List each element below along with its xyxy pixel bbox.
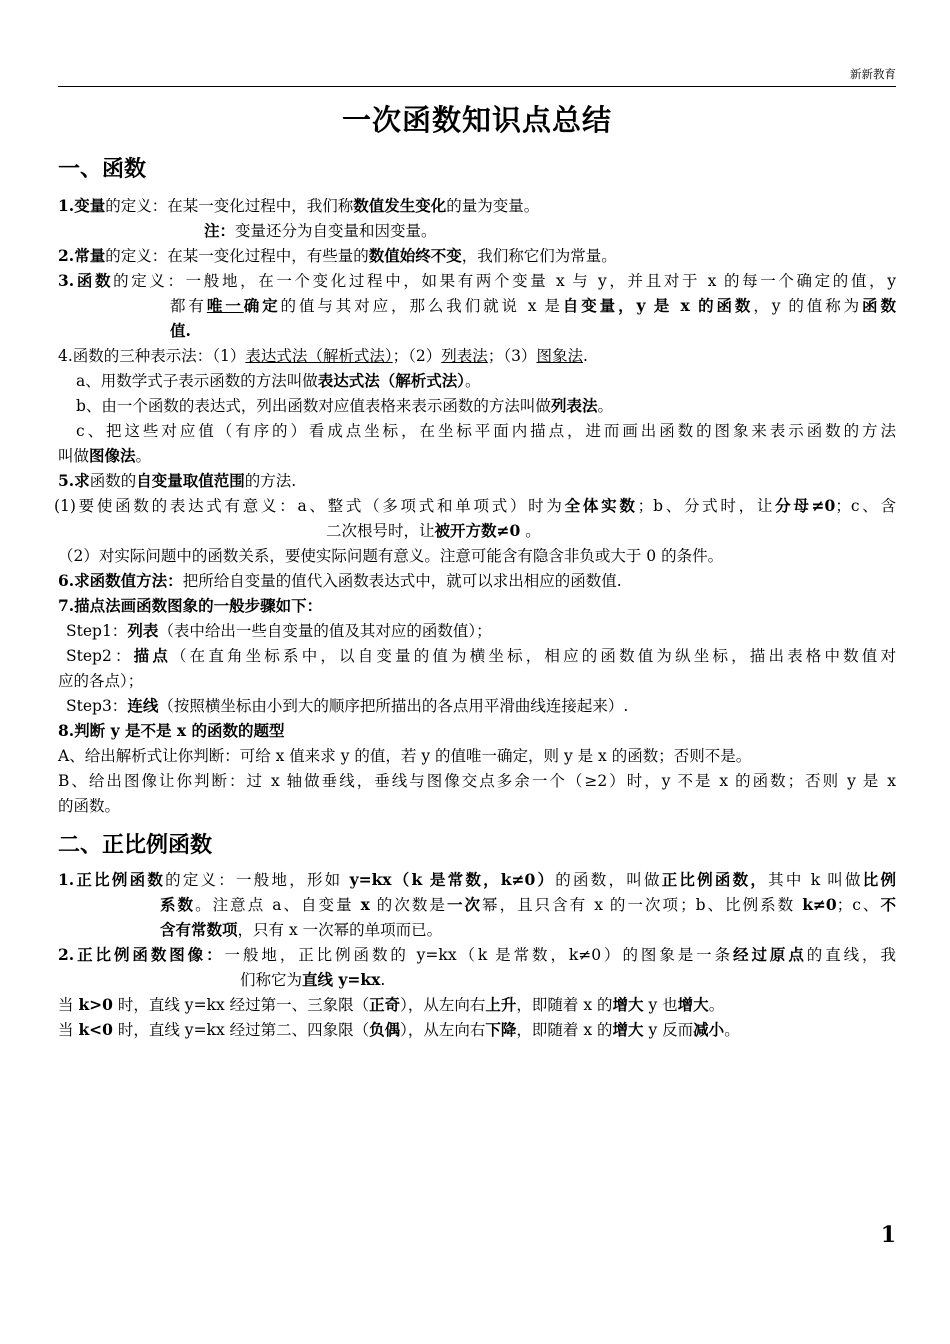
section-heading-2: 二、正比例函数 bbox=[58, 833, 213, 858]
page-header: 新新教育 bbox=[850, 67, 896, 81]
k-positive: 当 k>0 时，直线 y=kx 经过第一、三象限（正奇），从左向右上升，即随着 x 的增大 y 也增大。 bbox=[58, 995, 725, 1014]
page-number: 1 bbox=[880, 1222, 896, 1248]
def-variable-note: 注：变量还分为自变量和因变量。 bbox=[204, 221, 437, 240]
step-2-cont: 应的各点）； bbox=[58, 672, 144, 690]
def-variable: 1.变量的定义：在某一变化过程中，我们称数值发生变化的量为变量。 bbox=[58, 196, 540, 215]
def-function-cont: 都有唯一确定的值与其对应，那么我们就说 x 是自变量，y 是 x 的函数，y 的值称为函数 bbox=[170, 296, 896, 315]
proportional-graph: 2.正比例函数图像：一般地，正比例函数的 y=kx（k 是常数，k≠0）的图象是一条经过原点的直线，我 bbox=[58, 945, 896, 964]
def-function-cont2: 值. bbox=[170, 321, 191, 340]
proportional-graph-cont: 们称它为直线 y=kx. bbox=[240, 970, 386, 989]
judge-b: B、给出图像让你判断：过 x 轴做垂线，垂线与图像交点多余一个（≥2）时，y 不是 x 的函数；否则 y 是 x bbox=[58, 772, 896, 790]
representations: 4.函数的三种表示法：（1）表达式法（解析式法）；（2）列表法；（3）图象法. bbox=[58, 347, 588, 365]
def-proportional: 1.正比例函数的定义：一般地，形如 y=kx（k 是常数，k≠0）的函数，叫做正比例函数，其中 k 叫做比例 bbox=[58, 870, 896, 889]
judge-heading: 8.判断 y 是不是 x 的函数的题型 bbox=[58, 721, 285, 740]
judge-b-cont: 的函数。 bbox=[58, 797, 121, 815]
domain-rule-1: (1)要使函数的表达式有意义：a、整式（多项式和单项式）时为全体实数；b、分式时，让分母≠0；c、含 bbox=[54, 496, 896, 515]
step-1: Step1：列表（表中给出一些自变量的值及其对应的函数值）； bbox=[66, 621, 492, 640]
representation-c-cont: 叫做图像法。 bbox=[58, 446, 152, 465]
domain-method: 5.求函数的自变量取值范围的方法. bbox=[58, 471, 297, 490]
function-value-method: 6.求函数值方法：把所给自变量的值代入函数表达式中，就可以求出相应的函数值. bbox=[58, 571, 622, 590]
representation-c: c、把这些对应值（有序的）看成点坐标，在坐标平面内描点，进而画出函数的图象来表示函数的方法 bbox=[76, 422, 896, 440]
def-function: 3.函数的定义：一般地，在一个变化过程中，如果有两个变量 x 与 y，并且对于 x 的每一个确定的值，y bbox=[58, 271, 896, 290]
def-proportional-cont: 系数。注意点 a、自变量 x 的次数是一次幂，且只含有 x 的一次项；b、比例系数 k≠0；c、不 bbox=[160, 895, 896, 914]
representation-b: b、由一个函数的表达式，列出函数对应值表格来表示函数的方法叫做列表法。 bbox=[76, 396, 613, 415]
domain-rule-2: （2）对实际问题中的函数关系，要使实际问题有意义。注意可能含有隐含非负或大于 0 的条件。 bbox=[58, 547, 724, 565]
def-proportional-cont2: 含有常数项，只有 x 一次幂的单项而已。 bbox=[160, 920, 443, 939]
k-negative: 当 k<0 时，直线 y=kx 经过第二、四象限（负偶），从左向右下降，即随着 x 的增大 y 反而减小。 bbox=[58, 1020, 740, 1039]
step-3: Step3：连线（按照横坐标由小到大的顺序把所描出的各点用平滑曲线连接起来）. bbox=[66, 696, 629, 715]
representation-a: a、用数学式子表示函数的方法叫做表达式法（解析式法）。 bbox=[76, 371, 481, 390]
section-heading-1: 一、函数 bbox=[58, 157, 147, 182]
page-title: 一次函数知识点总结 bbox=[341, 103, 612, 137]
plotting-steps-heading: 7.描点法画函数图象的一般步骤如下： bbox=[58, 596, 323, 615]
judge-a: A、给出解析式让你判断：可给 x 值来求 y 的值，若 y 的值唯一确定，则 y 是 x 的函数；否则不是。 bbox=[58, 747, 752, 765]
def-constant: 2.常量的定义：在某一变化过程中，有些量的数值始终不变，我们称它们为常量。 bbox=[58, 246, 617, 265]
step-2: Step2：描点（在直角坐标系中，以自变量的值为横坐标，相应的函数值为纵坐标，描出表格中数值对 bbox=[66, 646, 896, 665]
header-rule bbox=[58, 86, 896, 87]
domain-rule-1-cont: 二次根号时，让被开方数≠0 。 bbox=[326, 521, 541, 540]
